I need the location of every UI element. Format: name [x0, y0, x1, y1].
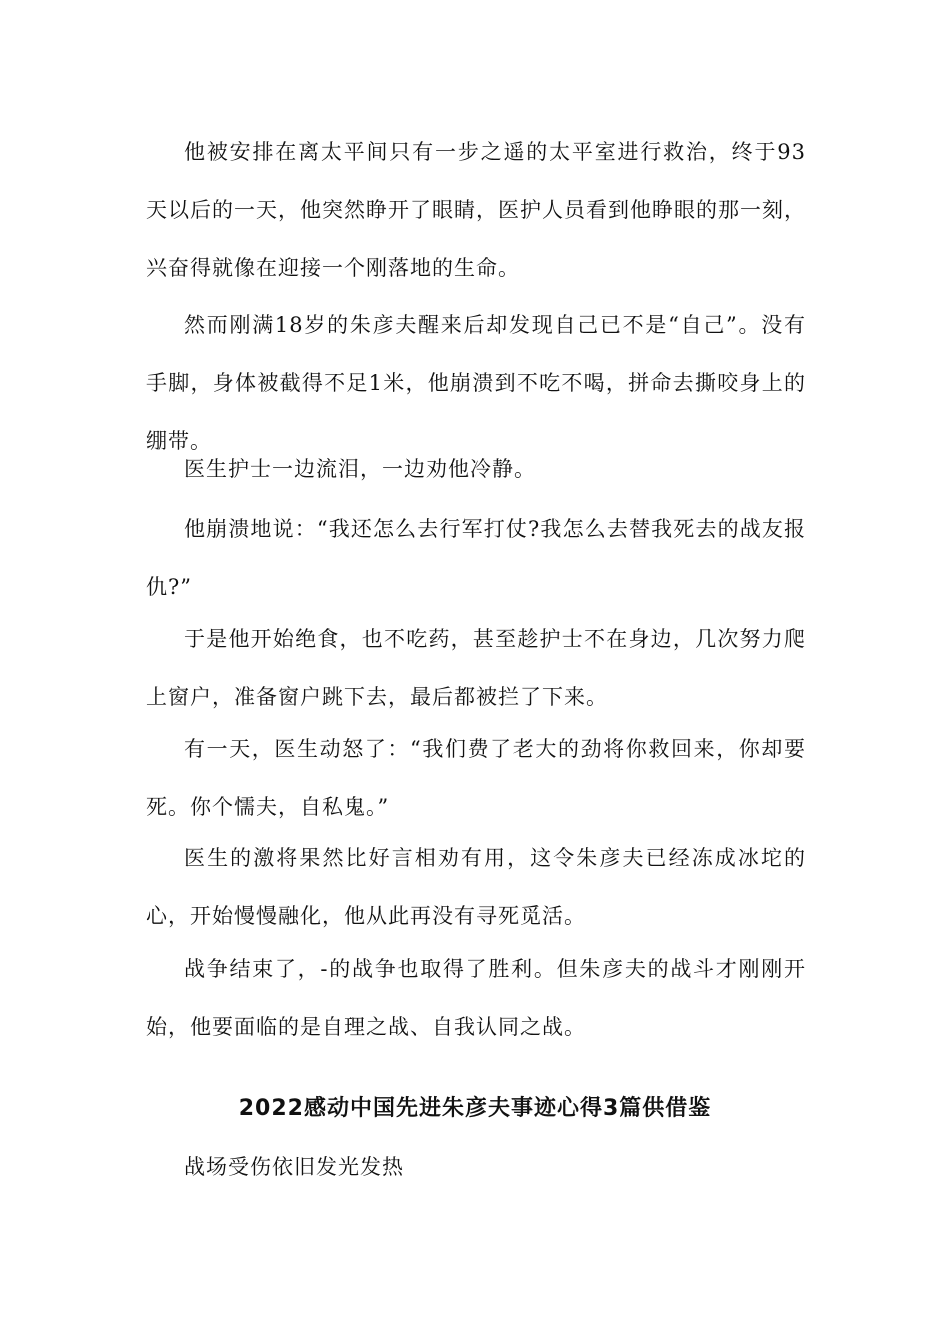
- paragraph-1: 他被安排在离太平间只有一步之遥的太平室进行救治，终于93天以后的一天，他突然睁开了眼睛，医护人员看到他睁眼的那一刻，兴奋得就像在迎接一个刚落地的生命。: [146, 140, 806, 280]
- section-heading: 2022感动中国先进朱彦夫事迹心得3篇供借鉴: [238, 1096, 712, 1121]
- section-subheading: 战场受伤依旧发光发热: [184, 1155, 404, 1179]
- paragraph-5: 于是他开始绝食，也不吃药，甚至趁护士不在身边，几次努力爬上窗户，准备窗户跳下去，最后都被拦了下来。: [146, 627, 806, 709]
- paragraph-6: 有一天，医生动怒了：“我们费了老大的劲将你救回来，你却要死。你个懦夫，自私鬼。”: [146, 737, 806, 819]
- paragraph-4: 他崩溃地说：“我还怎么去行军打仗?我怎么去替我死去的战友报仇?”: [146, 517, 806, 599]
- paragraph-2: 然而刚满18岁的朱彦夫醒来后却发现自己已不是“自己”。没有手脚，身体被截得不足1米，他崩溃到不吃不喝，拼命去撕咬身上的绷带。: [146, 313, 806, 453]
- paragraph-7: 医生的激将果然比好言相劝有用，这令朱彦夫已经冻成冰坨的心，开始慢慢融化，他从此再没有寻死觅活。: [146, 846, 806, 928]
- paragraph-8: 战争结束了，-的战争也取得了胜利。但朱彦夫的战斗才刚刚开始，他要面临的是自理之战、自我认同之战。: [146, 957, 806, 1039]
- paragraph-3: 医生护士一边流泪，一边劝他冷静。: [184, 457, 536, 481]
